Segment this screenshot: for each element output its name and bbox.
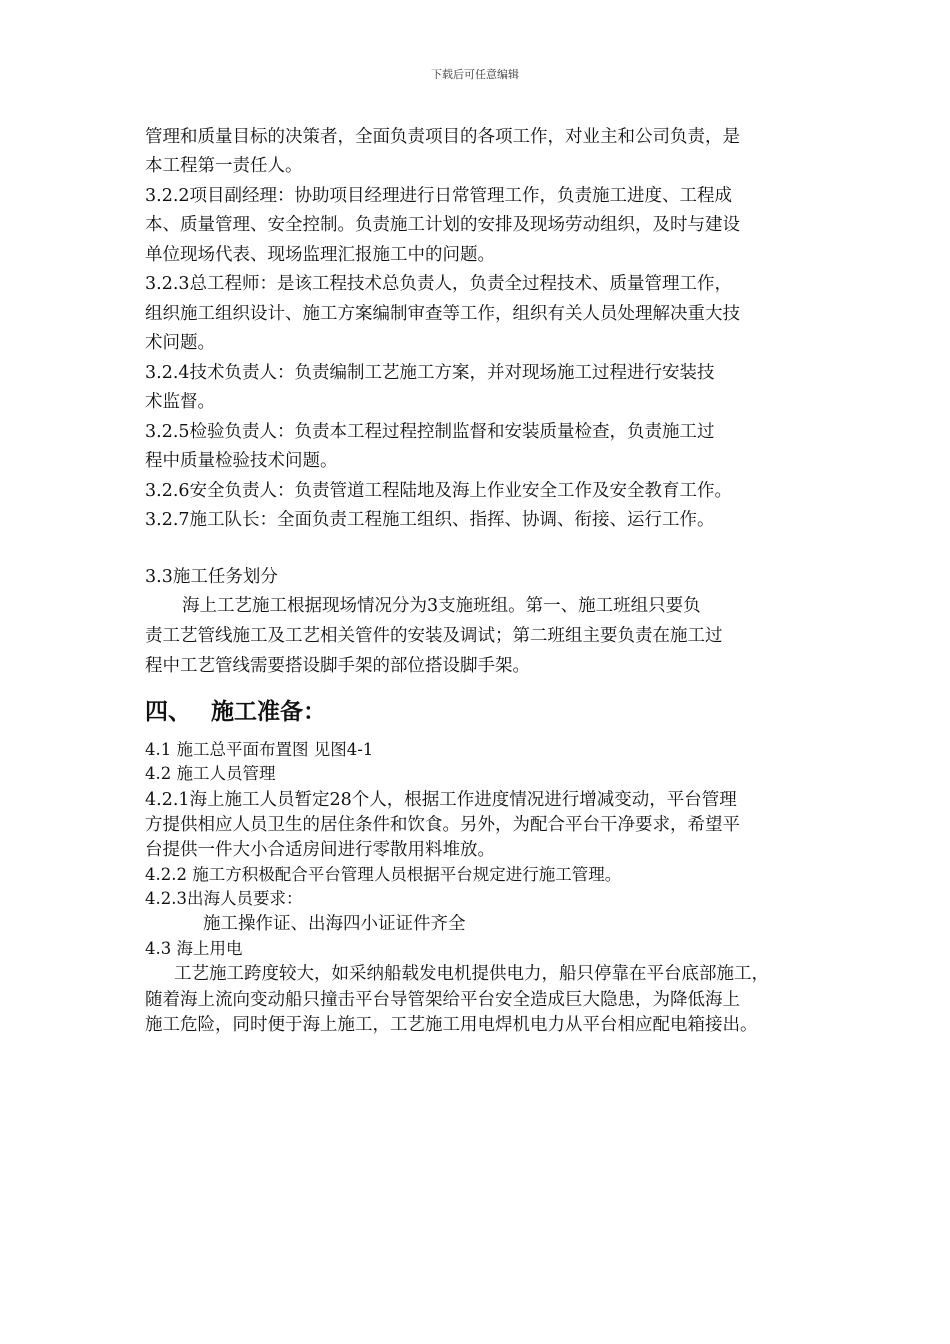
- item-3-2-4-line-1: 3.2.4技术负责人：负责编制工艺施工方案，并对现场施工过程进行安装技: [145, 363, 715, 383]
- item-3-2-5-line-2: 程中质量检验技术问题。: [145, 451, 338, 471]
- item-3-2-2-line-2: 本、质量管理、安全控制。负责施工计划的安排及现场劳动组织，及时与建设: [145, 215, 740, 235]
- section-4-3-line-2: 随着海上流向变动船只撞击平台导管架给平台安全造成巨大隐患，为降低海上: [145, 990, 740, 1010]
- section-4-3-line-1: 工艺施工跨度较大，如采纳船载发电机提供电力，船只停靠在平台底部施工，: [174, 964, 769, 984]
- item-3-2-4-line-2: 术监督。: [145, 392, 215, 412]
- item-3-2-2-line-1: 3.2.2项目副经理：协助项目经理进行日常管理工作，负责施工进度、工程成: [145, 186, 733, 206]
- page-header: 下载后可任意编辑: [431, 68, 519, 81]
- item-3-2-3-line-2: 组织施工组织设计、施工方案编制审查等工作，组织有关人员处理解决重大技: [145, 304, 740, 324]
- chapter-4-heading: [145, 697, 326, 727]
- item-3-2-2-line-3: 单位现场代表、现场监理汇报施工中的问题。: [145, 245, 495, 265]
- item-3-2-7: 3.2.7施工队长：全面负责工程施工组织、指挥、协调、衔接、运行工作。: [145, 510, 715, 530]
- item-3-2-5-line-1: 3.2.5检验负责人：负责本工程过程控制监督和安装质量检查，负责施工过: [145, 422, 715, 442]
- section-4-3: 4.3 海上用电: [145, 939, 243, 958]
- item-3-2-3-line-1: 3.2.3总工程师：是该工程技术总负责人，负责全过程技术、质量管理工作，: [145, 274, 733, 294]
- intro-line-2: 本工程第一责任人。: [145, 156, 303, 176]
- section-4-2-1-line-1: 4.2.1海上施工人员暂定28个人，根据工作进度情况进行增减变动，平台管理: [145, 790, 737, 810]
- intro-line-1: 管理和质量目标的决策者，全面负责项目的各项工作，对业主和公司负责，是: [145, 127, 740, 147]
- chapter-4-number: 四、: [145, 699, 191, 725]
- section-4-1: 4.1 施工总平面布置图 见图4-1: [145, 740, 374, 759]
- section-3-3-title: 3.3施工任务划分: [145, 567, 278, 587]
- section-4-2: 4.2 施工人员管理: [145, 764, 276, 783]
- section-4-2-2: 4.2.2 施工方积极配合平台管理人员根据平台规定进行施工管理。: [145, 865, 622, 884]
- section-4-3-line-3: 施工危险，同时便于海上施工，工艺施工用电焊机电力从平台相应配电箱接出。: [145, 1015, 758, 1035]
- section-4-2-1-line-3: 台提供一件大小合适房间进行零散用料堆放。: [145, 840, 495, 860]
- section-3-3-para-line-2: 责工艺管线施工及工艺相关管件的安装及调试；第二班组主要负责在施工过: [145, 626, 723, 646]
- section-4-2-3: 4.2.3出海人员要求：: [145, 889, 303, 908]
- item-3-2-3-line-3: 术问题。: [145, 333, 215, 353]
- item-3-2-6: 3.2.6安全负责人：负责管道工程陆地及海上作业安全工作及安全教育工作。: [145, 481, 733, 501]
- section-4-2-1-line-2: 方提供相应人员卫生的居住条件和饮食。另外，为配合平台干净要求，希望平: [145, 815, 740, 835]
- section-3-3-para-line-1: 海上工艺施工根据现场情况分为3支施班组。第一、施工班组只要负: [182, 596, 701, 616]
- section-4-2-3-detail: 施工操作证、出海四小证证件齐全: [203, 914, 466, 934]
- section-3-3-para-line-3: 程中工艺管线需要搭设脚手架的部位搭设脚手架。: [145, 656, 530, 676]
- chapter-4-title: 施工准备：: [211, 699, 326, 725]
